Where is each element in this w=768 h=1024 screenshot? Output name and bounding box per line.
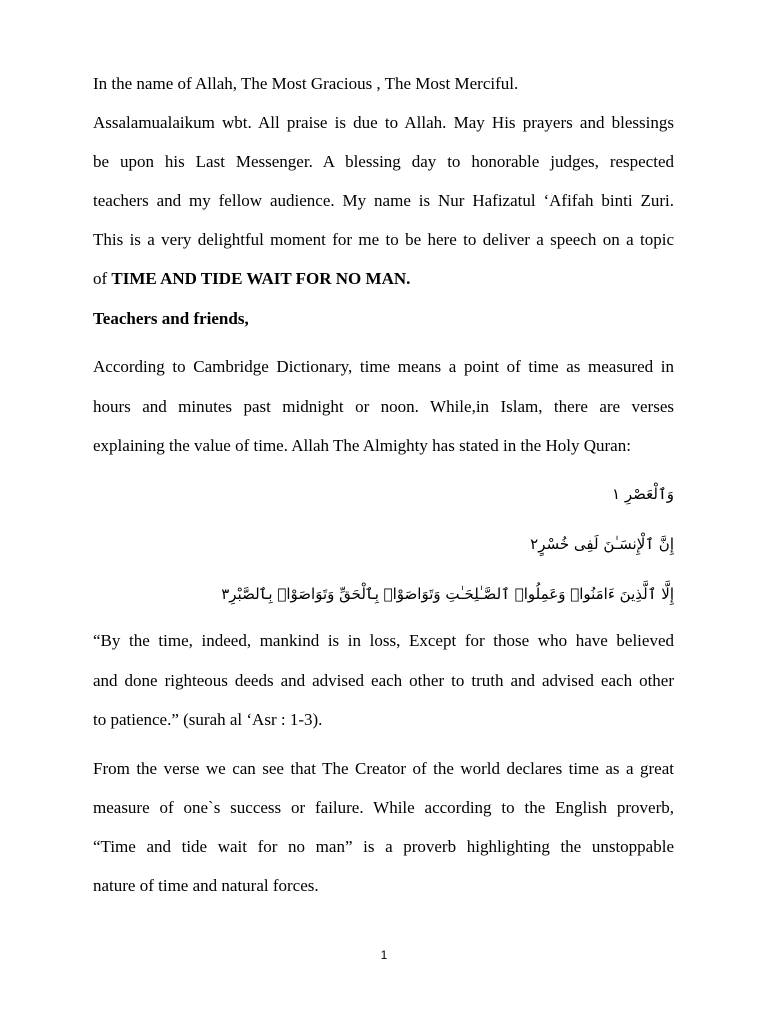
topic-prefix: of <box>93 269 112 288</box>
opening-line: In the name of Allah, The Most Gracious , The Most Merciful. <box>93 74 519 93</box>
para1-line-2: hours and minutes past midnight or noon. While,in Islam, there are verses <box>93 397 674 416</box>
page-number: 1 <box>380 948 388 962</box>
translation-line-2: and done righteous deeds and advised each other to truth and advised each other <box>93 671 674 690</box>
translation-line-1: “By the time, indeed, mankind is in loss, Except for those who have believed <box>93 631 674 650</box>
para2-line-1: From the verse we can see that The Creator of the world declares time as a great <box>93 759 674 778</box>
intro-line-4: This is a very delightful moment for me to be here to deliver a speech on a topic <box>93 230 674 249</box>
arabic-verse-3: إِلَّا ٱلَّذِينَ ءَامَنُوا۟ وَعَمِلُوا۟ ٱلصَّـٰلِحَـٰتِ وَتَوَاصَوْا۟ بِٱلْحَقِّ وَتَوَاصَوْا۟ بِٱلصَّبْرِ٣ <box>221 585 674 603</box>
arabic-verse-1: وَٱلْعَصْرِ ١ <box>612 485 674 503</box>
para1-line-1: According to Cambridge Dictionary, time means a point of time as measured in <box>93 357 674 376</box>
intro-line-3: teachers and my fellow audience. My name is Nur Hafizatul ‘Afifah binti Zuri. <box>93 191 674 210</box>
para2-line-3: “Time and tide wait for no man” is a proverb highlighting the unstoppable <box>93 837 674 856</box>
salutation: Teachers and friends, <box>93 309 249 328</box>
intro-line-2: be upon his Last Messenger. A blessing day to honorable judges, respected <box>93 152 674 171</box>
translation-line-3: to patience.” (surah al ‘Asr : 1-3). <box>93 710 323 729</box>
para2-line-2: measure of one`s success or failure. While according to the English proverb, <box>93 798 674 817</box>
para1-line-3: explaining the value of time. Allah The Almighty has stated in the Holy Quran: <box>93 436 631 455</box>
speech-topic: TIME AND TIDE WAIT FOR NO MAN. <box>111 269 411 288</box>
intro-line-1: Assalamualaikum wbt. All praise is due to Allah. May His prayers and blessings <box>93 113 674 132</box>
para2-line-4: nature of time and natural forces. <box>93 876 319 895</box>
topic-line <box>93 269 674 289</box>
arabic-verse-2: إِنَّ ٱلْإِنسَـٰنَ لَفِى خُسْرٍ٢ <box>530 535 674 553</box>
